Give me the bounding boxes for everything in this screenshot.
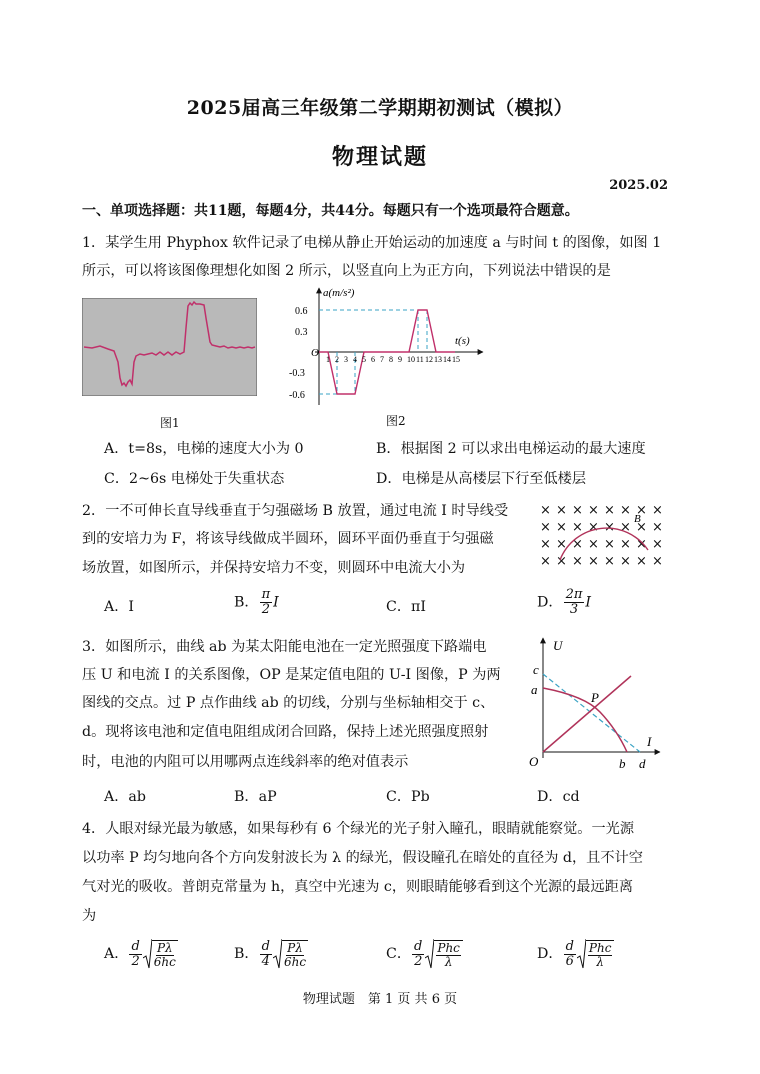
field-cross-icon: × [652, 554, 663, 569]
page-footer: 物理试题 第 1 页 共 6 页 [302, 992, 458, 1007]
q1-fig2-xlabel: t(s) [455, 335, 470, 347]
q3-point-a: a [531, 682, 538, 697]
radical-sign-icon [425, 938, 434, 970]
q1-option-b[interactable]: B．根据图 2 可以求出电梯运动的最大速度 [376, 441, 646, 457]
q2-field-label: B [634, 513, 641, 525]
q1-stem-line1: 1．某学生用 Phyphox 软件记录了电梯从静止开始运动的加速度 a 与时间 t 的图像，如图 1 [82, 235, 662, 251]
radical-sign-icon [143, 938, 152, 970]
q2-option-b-label: B． [234, 594, 259, 611]
frac-denominator: 3 [569, 602, 579, 617]
q2-option-c[interactable]: C．πI [386, 599, 426, 615]
q3-stem-line1: 3．如图所示，曲线 ab 为某太阳能电池在一定光照强度下路端电 [82, 639, 487, 655]
q3-option-a[interactable]: A．ab [104, 789, 146, 805]
q2-option-a[interactable]: A．I [104, 599, 135, 615]
q1-option-c[interactable]: C．2~6s 电梯处于失重状态 [104, 471, 285, 487]
q1-fig2-xtick: 11 [416, 355, 424, 364]
q3-point-c: c [533, 662, 539, 677]
q4-option-d[interactable] [537, 938, 614, 970]
field-cross-icon: × [604, 520, 615, 535]
q4-option-label: A． [104, 946, 129, 962]
q4-option-label: C． [386, 946, 412, 962]
q1-fig2-origin: O [311, 347, 319, 359]
q4-option-coefficient: $\frac{d}{4}$ [261, 938, 270, 969]
field-cross-icon: × [540, 503, 551, 518]
q4-option-coefficient: $\frac{d}{6}$ [565, 938, 574, 969]
q1-fig2-xtick: 9 [398, 355, 402, 364]
q3-origin: O [529, 754, 539, 769]
q3-stem-line2: 压 U 和电流 I 的关系图像，OP 是某定值电阻的 U-I 图像，P 为两 [82, 667, 501, 683]
frac-denominator: 2 [261, 602, 271, 617]
q1-stem-line2: 所示，可以将该图像理想化如图 2 所示，以竖直向上为正方向，下列说法中错误的是 [82, 263, 611, 279]
q4-option-coefficient: $\frac{d}{2}$ [131, 938, 140, 969]
q1-fig2-ytick-0: 0.6 [295, 306, 308, 317]
field-cross-icon: × [556, 554, 567, 569]
field-cross-icon: × [620, 520, 631, 535]
field-cross-icon: × [652, 537, 663, 552]
q3-option-d[interactable]: D．cd [537, 789, 580, 805]
q1-fig2-xtick: 5 [362, 355, 366, 364]
q2-option-b-tail: I [273, 594, 279, 611]
q1-option-d[interactable]: D．电梯是从高楼层下行至低楼层 [376, 471, 587, 487]
field-cross-icon: × [652, 520, 663, 535]
q3-stem-line3: 图线的交点。过 P 点作曲线 ab 的切线，分别与坐标轴相交于 c、 [82, 695, 495, 711]
q1-fig2-xtick: 1 [326, 355, 330, 364]
q1-figure1-caption: 图1 [160, 416, 180, 430]
q4-option-b[interactable] [234, 938, 308, 970]
q2-option-d-label: D． [537, 594, 563, 611]
field-cross-icon: × [652, 503, 663, 518]
q4-stem-line2: 以功率 P 均匀地向各个方向发射波长为 λ 的绿光，假设瞳孔在暗处的直径为 d，且不计空 [82, 850, 643, 866]
field-cross-icon: × [572, 520, 583, 535]
q4-stem-line4: 为 [82, 908, 97, 924]
field-cross-icon: × [636, 554, 647, 569]
q1-fig2-xtick: 15 [452, 355, 460, 364]
q1-fig2-xtick: 10 [407, 355, 415, 364]
q2-option-d-tail: I [585, 594, 592, 611]
field-cross-icon: × [636, 503, 647, 518]
q4-option-radical: Pλ 6hc [273, 938, 308, 970]
field-cross-icon: × [588, 537, 599, 552]
q1-figure2-graph [275, 280, 490, 410]
field-cross-icon: × [604, 554, 615, 569]
q2-option-d[interactable] [537, 588, 591, 617]
frac-numerator: π [261, 587, 271, 602]
q1-fig2-ytick-2: -0.3 [289, 368, 305, 379]
q4-option-coefficient: $\frac{d}{2}$ [414, 938, 423, 969]
field-cross-icon: × [588, 520, 599, 535]
q2-stem-line1: 2．一不可伸长直导线垂直于匀强磁场 B 放置，通过电流 I 时导线受 [82, 503, 509, 519]
field-cross-icon: × [604, 503, 615, 518]
q3-axis-i: I [647, 734, 652, 749]
radical-sign-icon [273, 938, 282, 970]
q1-fig2-xtick: 3 [344, 355, 348, 364]
q3-option-c[interactable]: C．Pb [386, 789, 430, 805]
q4-stem-line1: 4．人眼对绿光最为敏感，如果每秒有 6 个绿光的光子射入瞳孔，眼睛就能察觉。一光源 [82, 821, 635, 837]
q4-option-radical: Phc λ [425, 938, 463, 970]
q3-axis-u: U [553, 638, 563, 653]
q1-figure2-caption: 图2 [386, 414, 406, 428]
q1-fig2-ytick-1: 0.3 [295, 327, 308, 338]
field-cross-icon: × [620, 503, 631, 518]
q1-fig2-ytick-3: -0.6 [289, 390, 305, 401]
q4-stem-line3: 气对光的吸收。普朗克常量为 h，真空中光速为 c，则眼睛能够看到这个光源的最远距离 [82, 879, 634, 895]
field-cross-icon: × [556, 520, 567, 535]
page-subtitle: 物理试题 [331, 144, 428, 170]
field-cross-icon: × [620, 554, 631, 569]
field-cross-icon: × [572, 554, 583, 569]
field-cross-icon: × [572, 537, 583, 552]
q2-magnetic-field-figure [536, 500, 671, 572]
field-cross-icon: × [540, 537, 551, 552]
field-cross-icon: × [540, 554, 551, 569]
q3-ui-graph [525, 630, 665, 778]
field-cross-icon: × [588, 554, 599, 569]
q4-option-label: B． [234, 946, 259, 962]
q1-figure1-recording [82, 298, 257, 396]
section-heading: 一、单项选择题：共11题，每题4分，共44分。每题只有一个选项最符合题意。 [82, 203, 579, 219]
q1-fig2-xtick: 6 [371, 355, 375, 364]
q3-stem-line5: 时，电池的内阻可以用哪两点连线斜率的绝对值表示 [82, 754, 409, 770]
field-cross-icon: × [604, 537, 615, 552]
field-cross-icon: × [620, 537, 631, 552]
q4-option-radical: Pλ 6hc [143, 938, 178, 970]
q4-option-radical: Phc λ [577, 938, 615, 970]
q2-option-b-fraction [260, 588, 273, 617]
q2-option-b[interactable] [234, 588, 279, 617]
q1-fig2-xtick: 7 [380, 355, 384, 364]
q3-point-p: P [591, 690, 599, 705]
field-cross-icon: × [636, 537, 647, 552]
field-cross-icon: × [556, 503, 567, 518]
q3-option-b[interactable]: B．aP [234, 789, 277, 805]
frac-numerator: 2π [565, 587, 583, 602]
field-cross-icon: × [636, 520, 647, 535]
q1-fig2-xtick: 2 [335, 355, 339, 364]
q1-fig2-xtick: 8 [389, 355, 393, 364]
q4-option-label: D． [537, 946, 563, 962]
q3-stem-line4: d。现将该电池和定值电阻组成闭合回路，保持上述光照强度照射 [82, 724, 489, 740]
q4-option-a[interactable] [104, 938, 178, 970]
q1-fig2-xtick: 13 [434, 355, 442, 364]
q2-option-d-fraction [564, 588, 585, 617]
field-cross-icon: × [540, 520, 551, 535]
q4-option-c[interactable] [386, 938, 463, 970]
page-title: 2025届高三年级第二学期期初测试（模拟） [186, 97, 574, 119]
q2-stem-line2: 到的安培力为 F，将该导线做成半圆环，圆环平面仍垂直于匀强磁 [82, 531, 494, 547]
exam-date: 2025.02 [609, 178, 668, 193]
q1-fig2-xtick: 4 [353, 355, 357, 364]
field-cross-icon: × [556, 537, 567, 552]
q1-option-a[interactable]: A．t=8s，电梯的速度大小为 0 [104, 441, 304, 457]
radical-sign-icon [577, 938, 586, 970]
field-cross-icon: × [588, 503, 599, 518]
q1-fig2-ylabel: a(m/s²) [323, 287, 355, 299]
q1-fig2-xtick: 14 [443, 355, 451, 364]
q3-point-b: b [619, 756, 626, 771]
q3-point-d: d [639, 756, 646, 771]
q1-fig2-xtick: 12 [425, 355, 433, 364]
q2-stem-line3: 场放置，如图所示，并保持安培力不变，则圆环中电流大小为 [82, 560, 466, 576]
field-cross-icon: × [572, 503, 583, 518]
